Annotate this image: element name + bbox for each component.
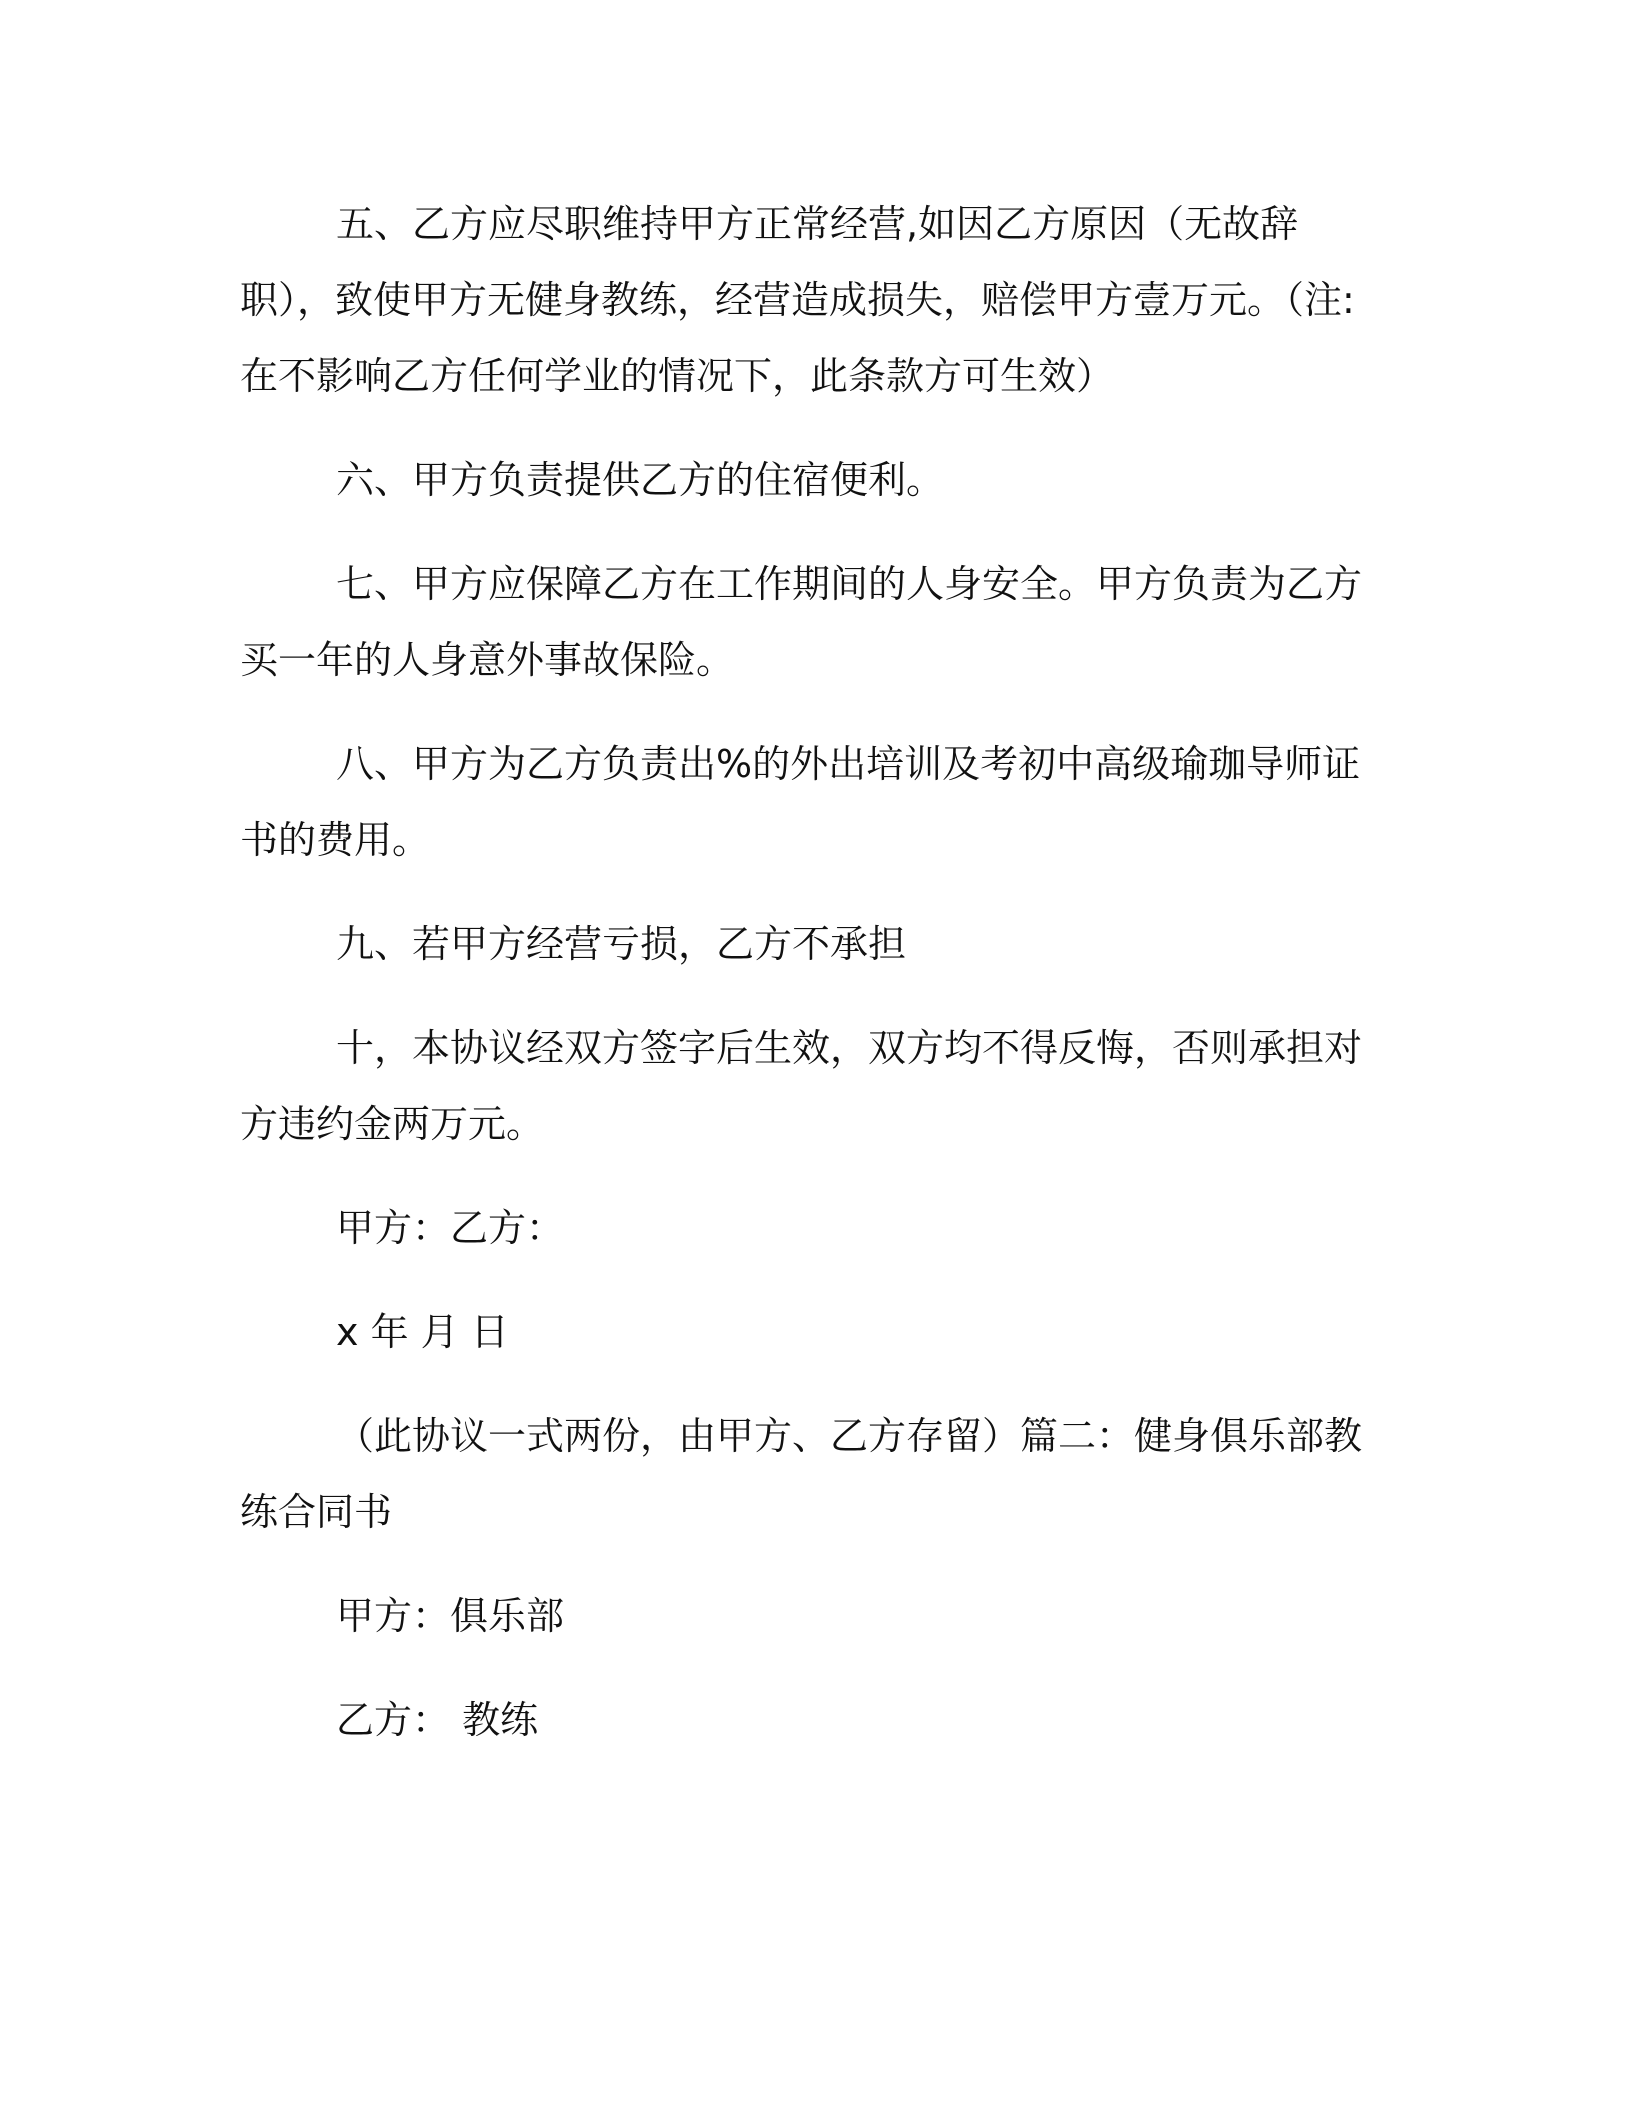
clause-6: 六、甲方负责提供乙方的住宿便利。 xyxy=(336,458,945,502)
party-b-line: 乙方： 教练 xyxy=(336,1698,539,1742)
party-a-line: 甲方：俱乐部 xyxy=(336,1594,565,1638)
date-line: x 年 月 日 xyxy=(336,1310,509,1354)
clause-7: 七、甲方应保障乙方在工作期间的人身安全。甲方负责为乙方买一年的人身意外事故保险。 xyxy=(240,562,1363,682)
clause-5: 五、乙方应尽职维持甲方正常经营,如因乙方原因（无故辞职），致使甲方无健身教练，经营造成损失，赔偿甲方壹万元。（注:在不影响乙方任何学业的情况下，此条款方可生效） xyxy=(240,202,1355,398)
clause-10: 十，本协议经双方签字后生效，双方均不得反悔，否则承担对方违约金两万元。 xyxy=(240,1026,1363,1146)
agreement-note-and-section-title: （此协议一式两份，由甲方、乙方存留）篇二：健身俱乐部教练合同书 xyxy=(240,1414,1363,1534)
clause-9: 九、若甲方经营亏损，乙方不承担 xyxy=(336,922,907,966)
document-body xyxy=(240,186,1390,1786)
clause-8: 八、甲方为乙方负责出%的外出培训及考初中高级瑜珈导师证书的费用。 xyxy=(240,742,1361,862)
signature-line: 甲方：乙方： xyxy=(336,1206,565,1250)
